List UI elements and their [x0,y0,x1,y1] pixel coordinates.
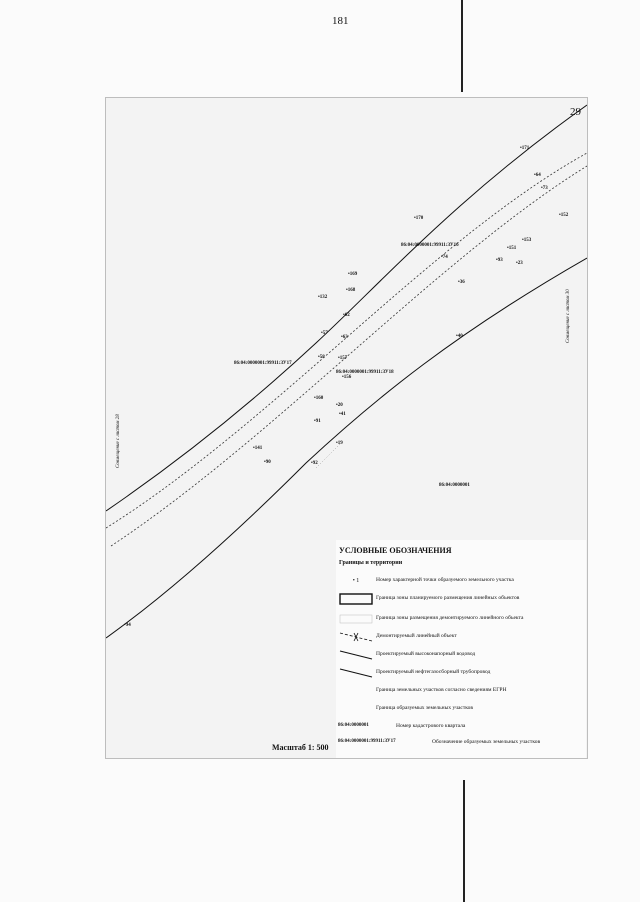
point-label: •157 [338,356,348,361]
dismantled-line-3 [316,443,341,468]
point-label: •168 [346,288,356,293]
legend-code: 86:04:0000001:99911:ЗУ17 [338,739,396,744]
point-label: •19 [336,441,343,446]
point-label: •63 [341,335,348,340]
point-label: •169 [348,272,358,277]
dismantled-line-1 [106,153,587,528]
point-label: •141 [253,446,263,451]
point-label: •93 [496,258,503,263]
legend-item-egrn-boundary [336,684,586,698]
point-label: •57 [321,331,328,336]
point-symbol: • 1 [352,578,360,584]
legend-item-dismantled-object [336,630,586,644]
sheet-number: 29 [570,106,581,118]
solid-line-symbol [338,666,374,680]
legend-item-planned-zone [336,592,586,606]
point-label: •132 [318,295,328,300]
solid-line-symbol [338,648,374,662]
point-label: •160 [314,396,324,401]
dismantled-line-2 [111,166,587,546]
point-label: •94 [124,623,131,628]
side-label-left: Совмещение с листом 28 [116,414,121,468]
legend-item-text: Граница зоны планируемого размещения линейных объектов [376,595,520,601]
legend-item-text: Номер кадастрового квартала [396,723,466,729]
legend-item-text: Проектируемый нефтегазосборный трубопровод [376,669,491,675]
dash-cross-symbol [338,630,374,644]
point-label: •41 [339,412,346,417]
legend-item-text: Демонтируемый линейный объект [376,633,457,639]
legend-item-text: Граница зоны размещения демонтируемого линейного объекта [376,615,524,621]
cadastral-label-quarter: 86:04:0000001 [439,483,470,488]
point-label: •151 [507,246,517,251]
map-frame [105,97,588,759]
cadastral-label-top: 86:04:0000001:99911:ЗУ16 [401,243,459,248]
legend-item-formed-boundary [336,702,586,716]
point-label: •58 [318,355,325,360]
point-label: •36 [458,280,465,285]
point-label: •91 [314,419,321,424]
point-label: •92 [311,461,318,466]
cadastral-label-mid: 86:04:0000001:99911:ЗУ18 [336,370,394,375]
side-label-right: Совмещение с листом 30 [566,289,571,343]
corridor-upper-boundary [106,105,587,511]
point-label: •62 [343,313,350,318]
legend-panel [336,540,586,758]
point-label: •64 [534,173,541,178]
legend-code-quarter [336,720,586,734]
legend-item-text: Граница земельных участков согласно сведениям ЕГРН [376,687,507,693]
point-label: •156 [342,375,352,380]
legend-item-dismantle-zone [336,612,586,626]
legend-code: 86:04:0000001 [338,723,369,728]
legend-title: УСЛОВНЫЕ ОБОЗНАЧЕНИЯ [339,546,452,555]
blank-symbol [338,684,374,698]
point-label: •171 [520,146,530,151]
point-label: •23 [516,261,523,266]
legend-item-text: Обозначение образуемых земельных участков [432,739,541,745]
page-number: 181 [332,15,349,27]
legend-code-parcel [336,736,586,750]
legend-item-water-main [336,648,586,662]
point-label: •90 [264,460,271,465]
blank-symbol [338,702,374,716]
point-label: •73 [541,186,548,191]
point-label: •153 [522,238,532,243]
cadastral-label-left: 86:04:0000001:99911:ЗУ17 [234,361,292,366]
legend-subtitle: Границы и территории [339,560,403,566]
legend-item-text: Граница образуемых земельных участков [376,705,473,711]
legend-item-text: Номер характерной точки образуемого земельного участка [376,577,514,583]
point-label: •74 [441,255,448,260]
legend-item-gas-pipeline [336,666,586,680]
point-label: •40 [456,334,463,339]
thick-box-symbol [338,592,374,606]
legend-item-point [336,574,586,588]
legend-item-text: Проектируемый высоконапорный водовод [376,651,476,657]
point-label: •152 [559,213,569,218]
binder-line-bottom [463,780,465,902]
binder-line-top [461,0,463,92]
thin-box-symbol [338,612,374,626]
point-label: •20 [336,403,343,408]
point-label: •170 [414,216,424,221]
scale-label: Масштаб 1: 500 [272,743,329,752]
